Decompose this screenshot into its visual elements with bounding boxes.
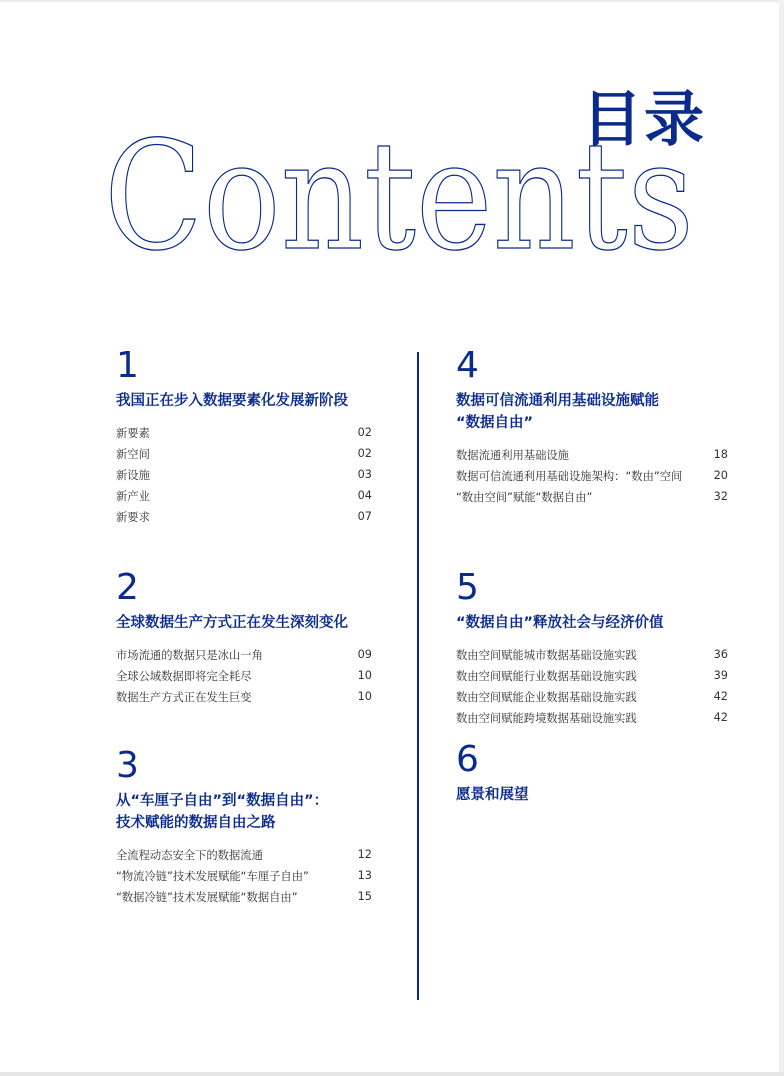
toc-entry[interactable]: [456, 707, 728, 728]
section-number: 6: [456, 739, 479, 780]
entry-page: 18: [713, 448, 728, 461]
section-title-line-1: 从“车厘子自由”到“数据自由”：: [116, 793, 329, 809]
entry-page: 12: [357, 848, 372, 861]
page-edge-bottom: [0, 1072, 784, 1076]
toc-entry[interactable]: [116, 506, 372, 527]
page-edge-top: [0, 0, 784, 2]
section-title: “数据自由”释放社会与经济价值: [456, 615, 664, 631]
entry-page: 04: [357, 489, 372, 502]
entry-label: 数据生产方式正在发生巨变: [116, 690, 252, 704]
entry-page: 02: [357, 426, 372, 439]
entry-page: 10: [357, 690, 372, 703]
entry-page: 32: [713, 490, 728, 503]
toc-entry[interactable]: [116, 485, 372, 506]
section-title-line-2: “数据自由”: [456, 415, 534, 431]
toc-section-3: [116, 746, 372, 907]
section-number: 4: [456, 345, 479, 386]
toc-title-en-text: Contents: [104, 120, 694, 270]
toc-section-2: [116, 568, 372, 707]
entry-label: 数由空间赋能行业数据基础设施实践: [456, 669, 637, 683]
entry-page: 02: [357, 447, 372, 460]
entry-page: 20: [713, 469, 728, 482]
toc-entry[interactable]: [116, 844, 372, 865]
section-title: 我国正在步入数据要素化发展新阶段: [116, 393, 348, 409]
toc-entry[interactable]: [116, 464, 372, 485]
entry-label: 全流程动态安全下的数据流通: [116, 848, 263, 862]
toc-entry[interactable]: [116, 865, 372, 886]
toc-title-cn: 目录: [582, 85, 706, 155]
entry-page: 39: [713, 669, 728, 682]
entry-page: 42: [713, 690, 728, 703]
toc-entry[interactable]: [456, 444, 728, 465]
section-title-line-1: 数据可信流通利用基础设施赋能: [456, 393, 659, 409]
toc-section-6: [456, 740, 728, 806]
section-number: 1: [116, 345, 139, 386]
toc-section-4: [456, 346, 728, 507]
entry-label: 数由空间赋能城市数据基础设施实践: [456, 648, 637, 662]
entry-label: “数由空间”赋能“数据自由”: [456, 490, 593, 504]
page-edge-right: [779, 0, 784, 1076]
toc-entry[interactable]: [456, 465, 728, 486]
entry-label: 数据流通利用基础设施: [456, 448, 569, 462]
column-divider: [417, 352, 419, 1000]
section-title: 愿景和展望: [456, 787, 529, 803]
entry-label: “物流冷链”技术发展赋能“车厘子自由”: [116, 869, 309, 883]
section-title: [456, 390, 728, 434]
entry-page: 13: [357, 869, 372, 882]
section-number: 3: [116, 745, 139, 786]
toc-entry[interactable]: [116, 422, 372, 443]
entry-label: 新产业: [116, 489, 150, 503]
entry-page: 36: [713, 648, 728, 661]
entry-label: 数据可信流通利用基础设施架构：“数由”空间: [456, 469, 683, 483]
entry-label: 数由空间赋能跨境数据基础设施实践: [456, 711, 637, 725]
entry-label: 新要求: [116, 510, 150, 524]
section-title: 全球数据生产方式正在发生深刻变化: [116, 615, 348, 631]
entry-label: 新要素: [116, 426, 150, 440]
section-number: 5: [456, 567, 479, 608]
entry-label: 数由空间赋能企业数据基础设施实践: [456, 690, 637, 704]
toc-section-5: [456, 568, 728, 728]
toc-entry[interactable]: [456, 686, 728, 707]
section-title-line-2: 技术赋能的数据自由之路: [116, 815, 276, 831]
toc-section-1: [116, 346, 372, 527]
toc-entry[interactable]: [116, 686, 372, 707]
toc-entry[interactable]: [456, 644, 728, 665]
toc-entry[interactable]: [116, 886, 372, 907]
entry-page: 42: [713, 711, 728, 724]
toc-entry[interactable]: [116, 443, 372, 464]
entry-label: 新设施: [116, 468, 150, 482]
toc-entry[interactable]: [116, 644, 372, 665]
entry-label: “数据冷链”技术发展赋能“数据自由”: [116, 890, 298, 904]
toc-entry[interactable]: [456, 486, 728, 507]
section-title: [116, 790, 372, 834]
entry-page: 07: [357, 510, 372, 523]
entry-page: 15: [357, 890, 372, 903]
section-number: 2: [116, 567, 139, 608]
entry-page: 03: [357, 468, 372, 481]
entry-page: 10: [357, 669, 372, 682]
entry-label: 新空间: [116, 447, 150, 461]
toc-entry[interactable]: [456, 665, 728, 686]
toc-entry[interactable]: [116, 665, 372, 686]
toc-title-en: [104, 120, 704, 270]
entry-label: 全球公域数据即将完全耗尽: [116, 669, 252, 683]
entry-label: 市场流通的数据只是冰山一角: [116, 648, 263, 662]
entry-page: 09: [357, 648, 372, 661]
